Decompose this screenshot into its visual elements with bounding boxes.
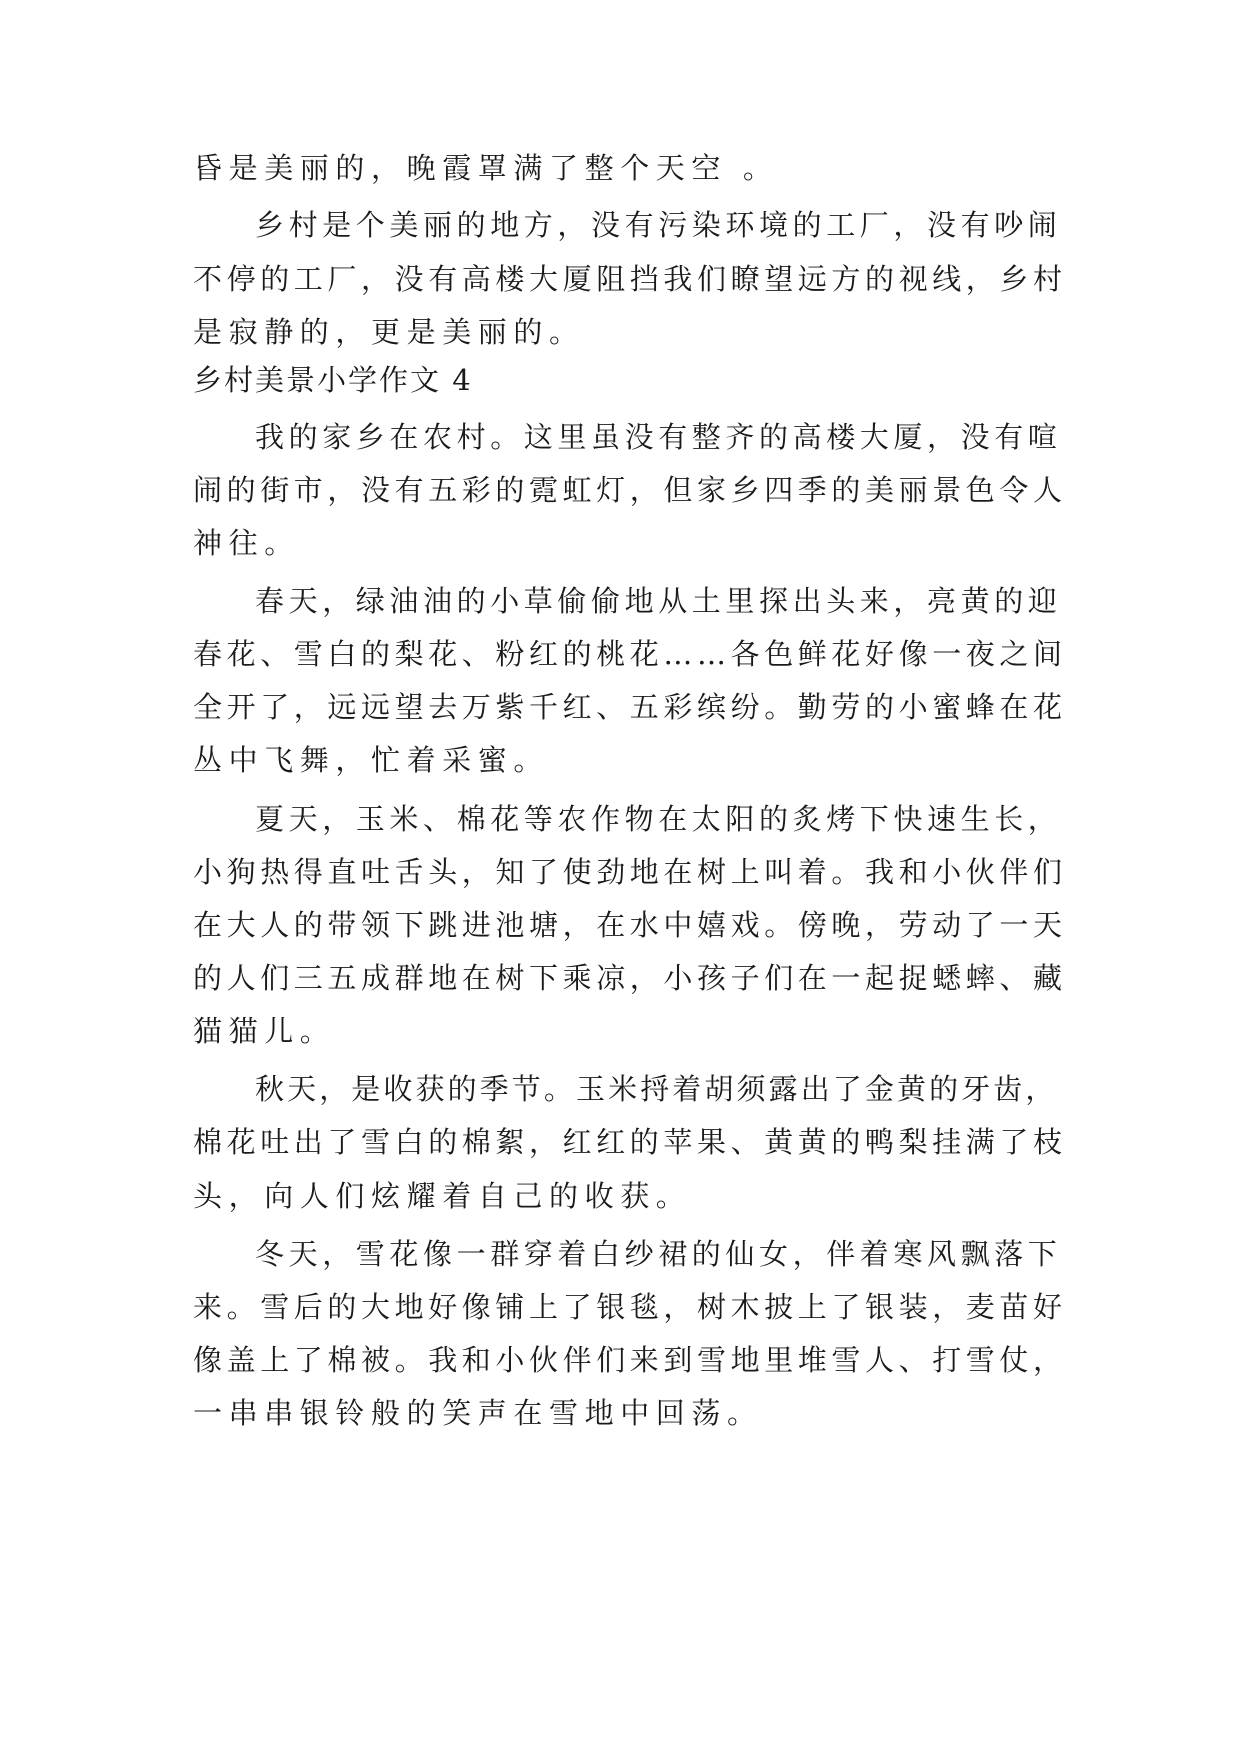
text-line: 在大人的带领下跳进池塘，在水中嬉戏。傍晚，劳动了一天 bbox=[193, 908, 1067, 942]
text-line: 神往。 bbox=[193, 526, 300, 560]
section-heading: 乡村美景小学作文 4 bbox=[193, 363, 473, 397]
text-line: 全开了，远远望去万紫千红、五彩缤纷。勤劳的小蜜蜂在花 bbox=[193, 690, 1067, 724]
text-line: 棉花吐出了雪白的棉絮，红红的苹果、黄黄的鸭梨挂满了枝 bbox=[193, 1125, 1067, 1159]
paragraph-start: 冬天，雪花像一群穿着白纱裙的仙女，伴着寒风飘落下 bbox=[255, 1237, 1062, 1271]
paragraph-start: 乡村是个美丽的地方，没有污染环境的工厂，没有吵闹 bbox=[255, 208, 1062, 242]
text-line: 小狗热得直吐舌头，知了使劲地在树上叫着。我和小伙伴们 bbox=[193, 855, 1067, 889]
text-line: 猫猫儿。 bbox=[193, 1014, 336, 1048]
paragraph-start: 秋天，是收获的季节。玉米捋着胡须露出了金黄的牙齿， bbox=[255, 1072, 1058, 1106]
text-line: 的人们三五成群地在树下乘凉，小孩子们在一起捉蟋蟀、藏 bbox=[193, 961, 1067, 995]
text-line: 春花、雪白的梨花、粉红的桃花……各色鲜花好像一夜之间 bbox=[193, 637, 1067, 671]
paragraph-start: 夏天，玉米、棉花等农作物在太阳的炙烤下快速生长， bbox=[255, 802, 1062, 836]
paragraph-start: 春天，绿油油的小草偷偷地从土里探出头来，亮黄的迎 bbox=[255, 584, 1062, 618]
text-line: 不停的工厂，没有高楼大厦阻挡我们瞭望远方的视线，乡村 bbox=[193, 262, 1067, 296]
paragraph-start: 我的家乡在农村。这里虽没有整齐的高楼大厦，没有喧 bbox=[255, 420, 1062, 454]
text-line: 是寂静的，更是美丽的。 bbox=[193, 315, 585, 349]
text-line: 一串串银铃般的笑声在雪地中回荡。 bbox=[193, 1396, 763, 1430]
text-line: 像盖上了棉被。我和小伙伴们来到雪地里堆雪人、打雪仗， bbox=[193, 1343, 1067, 1377]
text-line: 昏是美丽的，晚霞罩满了整个天空 。 bbox=[193, 151, 779, 185]
text-line: 丛中飞舞，忙着采蜜。 bbox=[193, 743, 550, 777]
text-line: 来。雪后的大地好像铺上了银毯，树木披上了银装，麦苗好 bbox=[193, 1290, 1067, 1324]
text-line: 闹的街市，没有五彩的霓虹灯，但家乡四季的美丽景色令人 bbox=[193, 473, 1067, 507]
text-line: 头，向人们炫耀着自己的收获。 bbox=[193, 1179, 692, 1213]
